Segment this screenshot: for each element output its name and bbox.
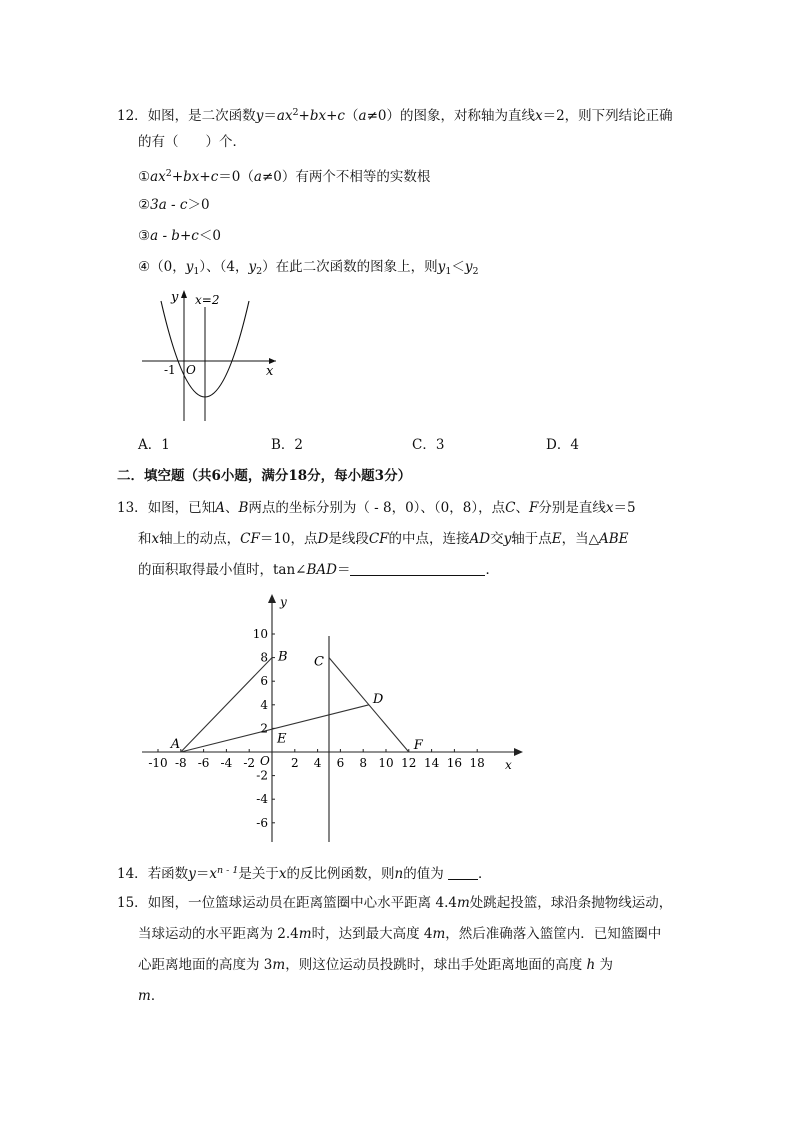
relation: ＜	[451, 259, 465, 275]
point-label-b: B	[278, 649, 288, 665]
var-h: h	[586, 957, 596, 973]
text: ＝	[336, 562, 351, 578]
subscript: 1	[445, 266, 452, 277]
unit-m: m	[138, 988, 151, 1004]
y-tick-label: -2	[256, 768, 268, 783]
x-tick-label: 14	[423, 756, 440, 770]
text: （0，	[150, 259, 186, 275]
text: 轴上的动点，	[159, 531, 241, 547]
point-f: F	[528, 500, 539, 516]
relation: ＞0	[187, 197, 210, 213]
q13-line3	[138, 561, 499, 579]
y-tick-label: -6	[256, 815, 268, 830]
text: ．	[485, 562, 499, 578]
text: ，则这位运动员投跳时，球出手处距离地面的高度	[285, 957, 583, 973]
q15-line1	[117, 894, 672, 912]
geometry-group	[142, 594, 523, 842]
x-tick-label: -10	[148, 756, 168, 770]
text: ）、（4，	[199, 259, 249, 275]
q15-line4	[138, 987, 164, 1005]
eq-sign: ＝	[263, 108, 277, 124]
q13-coordinate-graph	[140, 592, 525, 848]
point-c: C	[505, 500, 516, 516]
x-tick-label: 4	[313, 756, 322, 770]
x-tick-label: 6	[336, 756, 345, 770]
relation: ＜0	[198, 228, 221, 244]
var-y: y	[503, 531, 512, 547]
exponent: 2	[165, 168, 172, 179]
text: ＝10，点	[259, 531, 318, 547]
text: ．	[478, 866, 492, 882]
axis-y-label: y	[280, 595, 287, 609]
var: y	[248, 259, 257, 275]
choice-c[interactable]: C．3	[412, 437, 445, 453]
point-label-f: F	[413, 738, 423, 753]
text: 和	[138, 531, 152, 547]
text: ，当△	[561, 531, 600, 547]
y-axis-arrow-icon	[268, 594, 276, 603]
text: ＝5	[613, 500, 636, 516]
unit-m: m	[272, 957, 286, 973]
q14-line	[117, 862, 492, 883]
x-axis-arrow-icon	[514, 748, 523, 756]
expr: 3a - c	[150, 197, 188, 213]
text: 为	[599, 957, 613, 973]
angle-bad: BAD	[306, 562, 337, 578]
x-tick-label: 18	[469, 756, 485, 770]
text: ）在此二次函数的图象上，则	[262, 259, 438, 275]
q12-statement-2	[138, 196, 210, 214]
q12-parabola-graph	[138, 287, 280, 425]
x-tick-label: -4	[220, 756, 233, 770]
unit-m: m	[298, 926, 312, 942]
q12-number: 12．	[117, 108, 148, 124]
segment-ad	[181, 705, 369, 752]
text: 的值为	[403, 866, 444, 882]
q13-line2	[138, 530, 629, 548]
text: ＝0（	[218, 169, 254, 185]
subscript: 1	[193, 266, 200, 277]
q14-number: 14．	[117, 866, 148, 882]
y-tick-label: 6	[260, 674, 268, 689]
text: ≠0）有两个不相等的实数根	[261, 169, 431, 185]
circle-3: ③	[138, 228, 151, 244]
text: 的反比例函数，则	[286, 866, 395, 882]
expr: a - b+c	[150, 228, 199, 244]
text: 的中点，连接	[388, 531, 470, 547]
choice-b[interactable]: B．2	[271, 437, 304, 453]
point-a: A	[215, 500, 225, 516]
seg-ad: AD	[469, 531, 491, 547]
var: ax	[150, 169, 166, 185]
point-label-d: D	[372, 691, 384, 707]
triangle-abe: ABE	[599, 531, 629, 547]
text: 分别是直线	[538, 500, 606, 516]
var-x: x	[209, 866, 217, 882]
answer-blank-14[interactable]	[448, 867, 478, 880]
subscript: 2	[256, 266, 263, 277]
point-e: E	[551, 531, 562, 547]
y-tick-label: 2	[260, 721, 268, 736]
text: 如图，一位篮球运动员在距离篮圈中心水平距离 4.4	[147, 895, 457, 911]
unit-m: m	[432, 926, 446, 942]
var-ax: ax	[276, 108, 293, 124]
text: 如图，已知	[147, 500, 216, 516]
section2-title: 二．填空题（共6小题，满分18分，每小题3分）	[117, 468, 412, 484]
var: +bx+c	[171, 169, 219, 185]
text: 轴于点	[511, 531, 552, 547]
var: a	[253, 169, 262, 185]
text: 时，达到最大高度 4	[311, 926, 433, 942]
text: ，然后准确落入篮筐内．已知篮圈中	[445, 926, 662, 942]
point-d: D	[317, 531, 329, 547]
graph-axis-label: x=2	[195, 293, 220, 307]
q12-statement-1	[138, 165, 430, 186]
q12-stem-line2: 的有（ ）个．	[138, 134, 246, 150]
q13-line1	[117, 499, 636, 517]
x-tick-label: 2	[290, 756, 299, 770]
q13-number: 13．	[117, 500, 148, 516]
var-a: a	[358, 108, 367, 124]
exponent: 2	[292, 107, 299, 118]
graph-y-label: y	[171, 290, 179, 305]
graph-origin-label: O	[186, 363, 196, 377]
text: 若函数	[147, 866, 189, 882]
var: y	[464, 259, 473, 275]
q15-number: 15．	[117, 895, 148, 911]
label-group	[148, 595, 512, 830]
var-n: n	[394, 866, 404, 882]
text: 心距离地面的高度为 3	[138, 957, 273, 973]
text: 、	[515, 500, 529, 516]
x-tick-label: -2	[243, 756, 256, 770]
x-tick-label: 16	[446, 756, 463, 770]
circle-1: ①	[138, 169, 151, 185]
origin-label: O	[260, 754, 270, 768]
x-tick-label: -6	[197, 756, 210, 770]
circle-4: ④	[138, 259, 151, 275]
var-y: y	[255, 108, 264, 124]
var-x: x	[151, 531, 160, 547]
segment-ab	[181, 658, 272, 752]
q12-statement-4	[138, 258, 479, 281]
x-tick-label: 10	[378, 756, 394, 770]
q12-stem-line1	[117, 104, 673, 125]
seg-cf: CF	[240, 531, 260, 547]
answer-blank-13[interactable]	[350, 563, 485, 576]
q12-statement-3	[138, 227, 221, 245]
text: 是线段	[328, 531, 369, 547]
text: 处跳起投篮，球沿条抛物线运动，	[469, 895, 673, 911]
point-label-c: C	[314, 654, 324, 670]
point-b: B	[238, 500, 249, 516]
graph-x-label: x	[266, 364, 274, 379]
x-tick-label: 8	[359, 756, 368, 770]
var-x: x	[534, 108, 543, 124]
paren: （	[345, 108, 359, 124]
q15-line2	[138, 925, 661, 943]
q12-text2: ≠0）的图象，对称轴为直线	[366, 108, 535, 124]
subscript: 2	[472, 266, 479, 277]
y-axis-arrow-icon	[181, 290, 187, 298]
x-tick-label: 12	[401, 756, 417, 770]
var: y	[437, 259, 446, 275]
text: 是关于	[238, 866, 279, 882]
text: 当球运动的水平距离为 2.4	[138, 926, 299, 942]
q15-line3	[138, 956, 613, 974]
axis-x-label: x	[505, 758, 512, 772]
x-tick-label: -8	[174, 756, 187, 770]
text: 、	[224, 500, 239, 516]
text: 两点的坐标分别为（ - 8，0）、（0，8），点	[248, 500, 506, 516]
circle-2: ②	[138, 197, 151, 213]
y-tick-label: 10	[252, 627, 268, 641]
var-x: x	[605, 500, 614, 516]
var-bxc: +bx+c	[298, 108, 345, 124]
var: y	[185, 259, 194, 275]
choice-a[interactable]: A．1	[138, 437, 170, 453]
q12-text: 如图，是二次函数	[147, 108, 256, 124]
y-tick-label: 8	[260, 650, 268, 665]
seg-cf: CF	[368, 531, 389, 547]
y-tick-label: -4	[256, 792, 268, 807]
var-y: y	[188, 866, 196, 882]
choice-d[interactable]: D．4	[546, 437, 579, 453]
text: 交	[490, 531, 504, 547]
exponent: n - 1	[216, 865, 239, 876]
point-label-a: A	[170, 737, 181, 752]
q12-text3: ＝2，则下列结论正确	[542, 108, 673, 124]
var-x: x	[278, 866, 287, 882]
graph-minus1-label: -1	[164, 363, 176, 377]
text: 的面积取得最小值时，tan∠	[138, 562, 307, 578]
text: ＝	[195, 866, 210, 882]
text: ．	[150, 988, 165, 1004]
unit-m: m	[456, 895, 470, 911]
segment-cf	[329, 658, 409, 752]
point-label-e: E	[277, 731, 287, 747]
y-tick-label: 4	[260, 697, 268, 712]
